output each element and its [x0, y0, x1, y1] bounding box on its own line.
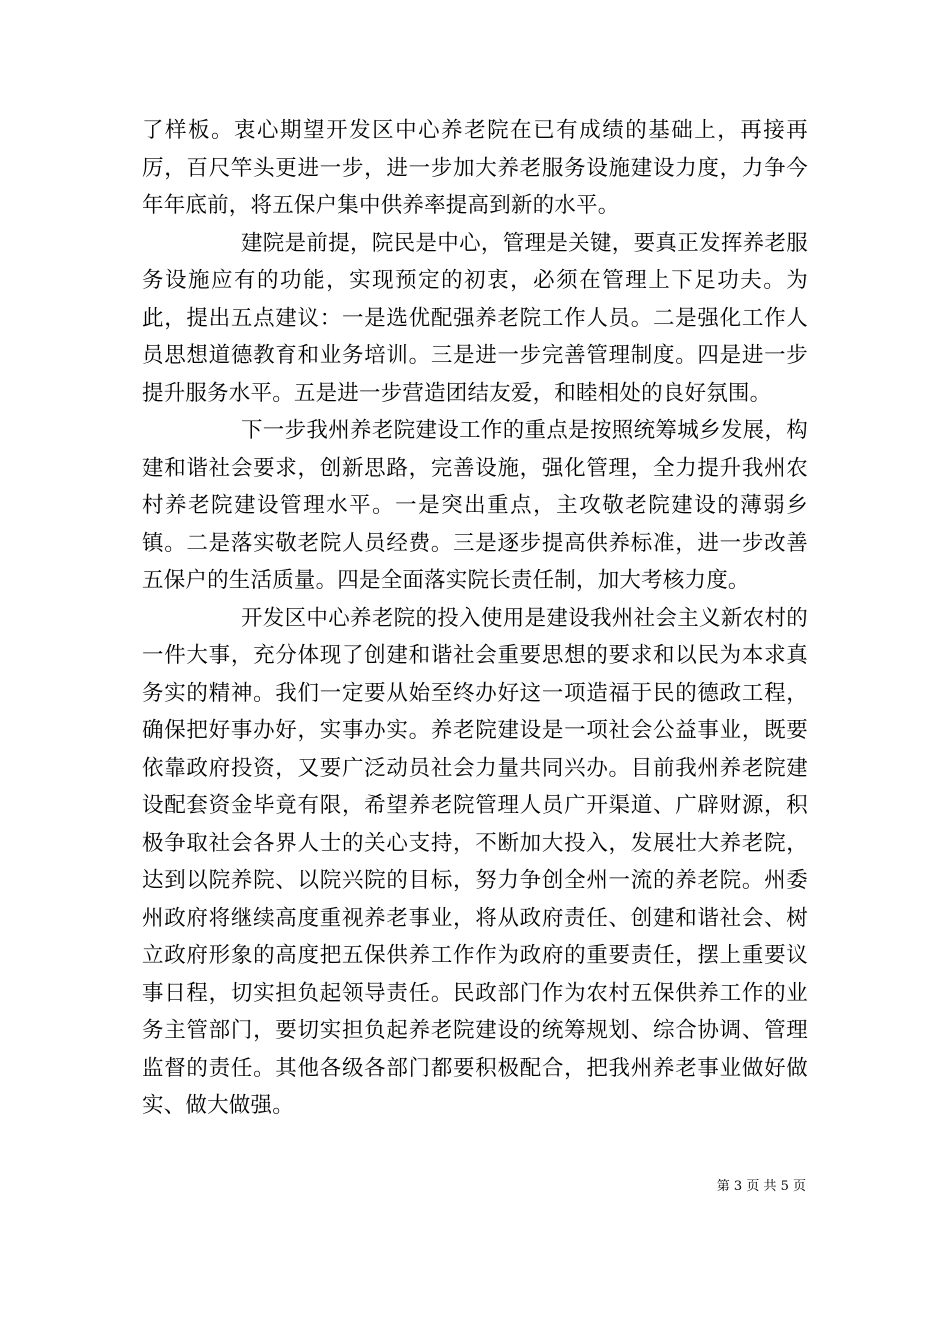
- paragraph-3: 下一步我州养老院建设工作的重点是按照统筹城乡发展，构建和谐社会要求，创新思路，完善设施，强化管理，全力提升我州农村养老院建设管理水平。一是突出重点，主攻敬老院建设的薄弱乡镇。二是落实敬老院人员经费。三是逐步提高供养标准，进一步改善五保户的生活质量。四是全面落实院长责任制，加大考核力度。: [142, 418, 808, 593]
- document-body: [142, 112, 808, 1125]
- paragraph-4: 开发区中心养老院的投入使用是建设我州社会主义新农村的一件大事，充分体现了创建和谐社会重要思想的要求和以民为本求真务实的精神。我们一定要从始至终办好这一项造福于民的德政工程，确保把好事办好，实事办实。养老院建设是一项社会公益事业，既要依靠政府投资，又要广泛动员社会力量共同兴办。目前我州养老院建设配套资金毕竟有限，希望养老院管理人员广开渠道、广辟财源，积极争取社会各界人士的关心支持，不断加大投入，发展壮大养老院，达到以院养院、以院兴院的目标，努力争创全州一流的养老院。州委州政府将继续高度重视养老事业，将从政府责任、创建和谐社会、树立政府形象的高度把五保供养工作作为政府的重要责任，摆上重要议事日程，切实担负起领导责任。民政部门作为农村五保供养工作的业务主管部门，要切实担负起养老院建设的统筹规划、综合协调、管理监督的责任。其他各级各部门都要积极配合，把我州养老事业做好做实、做大做强。: [142, 605, 808, 1118]
- paragraph-1: 了样板。衷心期望开发区中心养老院在已有成绩的基础上，再接再厉，百尺竿头更进一步，进一步加大养老服务设施建设力度，力争今年年底前，将五保户集中供养率提高到新的水平。: [142, 118, 808, 218]
- paragraph-2: 建院是前提，院民是中心，管理是关键，要真正发挥养老服务设施应有的功能，实现预定的初衷，必须在管理上下足功夫。为此，提出五点建议：一是选优配强养老院工作人员。二是强化工作人员思想道德教育和业务培训。三是进一步完善管理制度。四是进一步提升服务水平。五是进一步营造团结友爱，和睦相处的良好氛围。: [142, 230, 808, 406]
- page-number-footer: 第 3 页 共 5 页: [716, 1179, 806, 1194]
